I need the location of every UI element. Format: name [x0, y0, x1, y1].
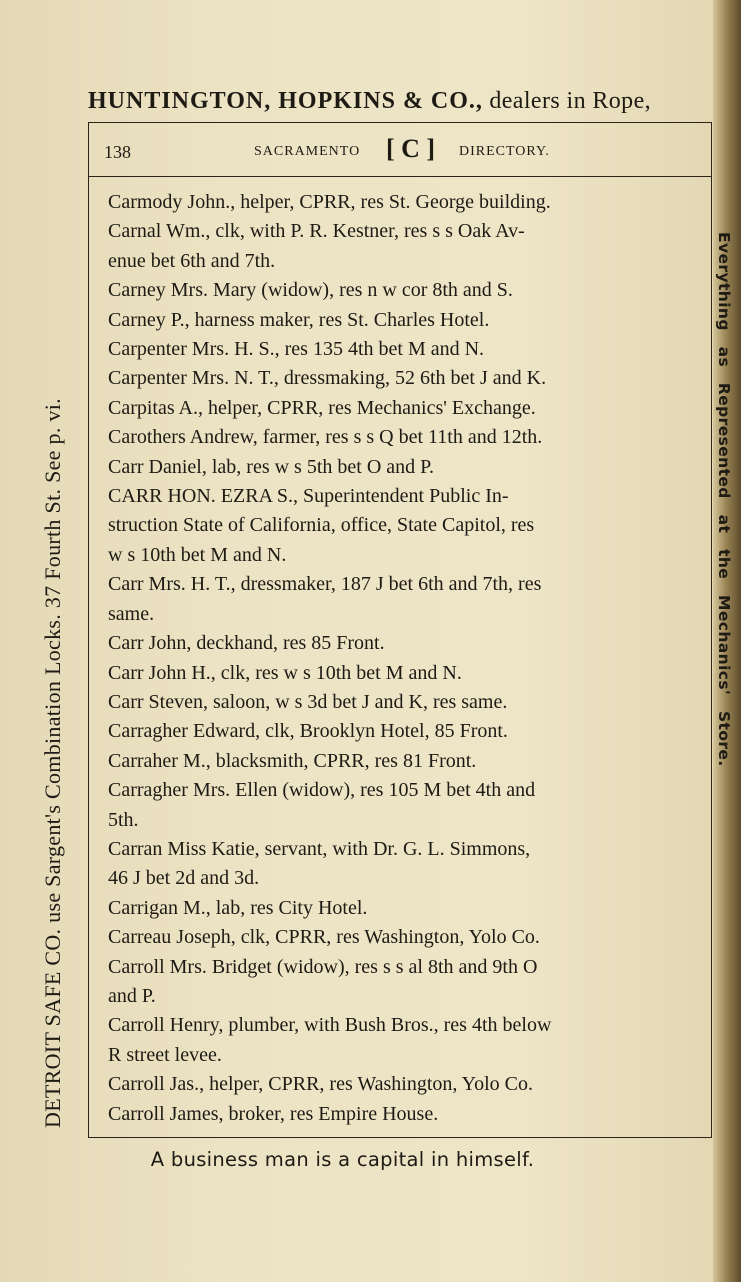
advertiser-trade: dealers in Rope,	[489, 88, 652, 114]
directory-entry	[108, 423, 698, 452]
directory-entry	[108, 953, 698, 1012]
entry-line: Carney Mrs. Mary (widow), res n w cor 8th and S.	[108, 279, 513, 302]
header-directory: DIRECTORY.	[459, 144, 550, 159]
page-number: 138	[104, 142, 131, 162]
header-section-letter: [ C ]	[386, 134, 436, 163]
footer-motto	[0, 1148, 741, 1171]
directory-entry	[108, 188, 698, 217]
entry-line: Carmody John., helper, CPRR, res St. George building.	[108, 191, 551, 213]
entry-line: Carroll Henry, plumber, with Bush Bros., res 4th below	[108, 1014, 552, 1037]
entry-line: 5th.	[108, 808, 139, 831]
entry-line: Carr John, deckhand, res 85 Front.	[108, 632, 385, 655]
entry-line: Carpenter Mrs. N. T., dressmaking, 52 6th bet J and K.	[108, 367, 547, 390]
directory-entry	[108, 629, 698, 658]
directory-entry	[108, 217, 698, 276]
entry-line: CARR HON. EZRA S., Superintendent Public In-	[108, 485, 509, 508]
right-margin-advertisement: Everything as Represented at the Mechanics' Store.	[715, 232, 733, 767]
entry-line: Carr Daniel, lab, res w s 5th bet O and P.	[108, 455, 435, 478]
directory-entry	[108, 453, 698, 482]
top-advertisement-banner	[88, 88, 718, 115]
directory-entry	[108, 306, 698, 335]
directory-entry	[108, 923, 698, 952]
running-header	[104, 134, 704, 168]
entry-line: Carr Steven, saloon, w s 3d bet J and K, res same.	[108, 690, 508, 713]
entry-line: Carroll James, broker, res Empire House.	[108, 1102, 439, 1125]
entry-line: w s 10th bet M and N.	[108, 543, 287, 566]
directory-entry	[108, 776, 698, 835]
header-divider	[88, 176, 712, 177]
directory-entry	[108, 747, 698, 776]
directory-entry	[108, 335, 698, 364]
directory-entry	[108, 570, 698, 629]
entry-line: Carrigan M., lab, res City Hotel.	[108, 896, 368, 919]
directory-entries	[108, 188, 698, 1129]
entry-line: struction State of California, office, State Capitol, res	[108, 514, 535, 537]
left-margin-advertisement: DETROIT SAFE CO. use Sargent's Combination Locks. 37 Fourth St. See p. vi.	[40, 398, 65, 1128]
directory-entry	[108, 1070, 698, 1099]
directory-entry	[108, 1011, 698, 1070]
directory-entry	[108, 717, 698, 746]
entry-line: Carpitas A., helper, CPRR, res Mechanics' Exchange.	[108, 396, 536, 419]
directory-entry	[108, 482, 698, 570]
directory-entry	[108, 688, 698, 717]
entry-line: Carroll Mrs. Bridget (widow), res s s al 8th and 9th O	[108, 955, 538, 978]
directory-entry	[108, 1100, 698, 1129]
entry-line: Carran Miss Katie, servant, with Dr. G. L. Simmons,	[108, 837, 531, 860]
entry-line: Carothers Andrew, farmer, res s s Q bet 11th and 12th.	[108, 426, 543, 449]
directory-entry	[108, 364, 698, 393]
directory-entry	[108, 894, 698, 923]
entry-line: Carpenter Mrs. H. S., res 135 4th bet M and N.	[108, 338, 485, 361]
directory-entry	[108, 659, 698, 688]
entry-line: Carnal Wm., clk, with P. R. Kestner, res s s Oak Av-	[108, 220, 525, 243]
directory-entry	[108, 394, 698, 423]
entry-line: same.	[108, 602, 155, 625]
footer-motto-text: A business man is a capital in himself.	[150, 1148, 535, 1171]
entry-line: R street levee.	[108, 1043, 222, 1066]
entry-line: Carroll Jas., helper, CPRR, res Washington, Yolo Co.	[108, 1073, 534, 1096]
advertiser-firm-name: HUNTINGTON, HOPKINS & CO.,	[88, 88, 483, 114]
header-city: SACRAMENTO	[254, 144, 361, 159]
entry-line: Carraher M., blacksmith, CPRR, res 81 Front.	[108, 749, 477, 772]
directory-entry	[108, 835, 698, 894]
entry-line: Carney P., harness maker, res St. Charles Hotel.	[108, 308, 490, 331]
entry-line: Carr John H., clk, res w s 10th bet M and N.	[108, 661, 462, 684]
entry-line: Carr Mrs. H. T., dressmaker, 187 J bet 6th and 7th, res	[108, 573, 542, 596]
entry-line: Carreau Joseph, clk, CPRR, res Washington, Yolo Co.	[108, 926, 540, 949]
directory-entry	[108, 276, 698, 305]
entry-line: 46 J bet 2d and 3d.	[108, 867, 260, 890]
entry-line: Carragher Mrs. Ellen (widow), res 105 M bet 4th and	[108, 779, 536, 802]
entry-line: and P.	[108, 984, 156, 1007]
entry-line: enue bet 6th and 7th.	[108, 249, 276, 272]
entry-line: Carragher Edward, clk, Brooklyn Hotel, 85 Front.	[108, 720, 508, 743]
